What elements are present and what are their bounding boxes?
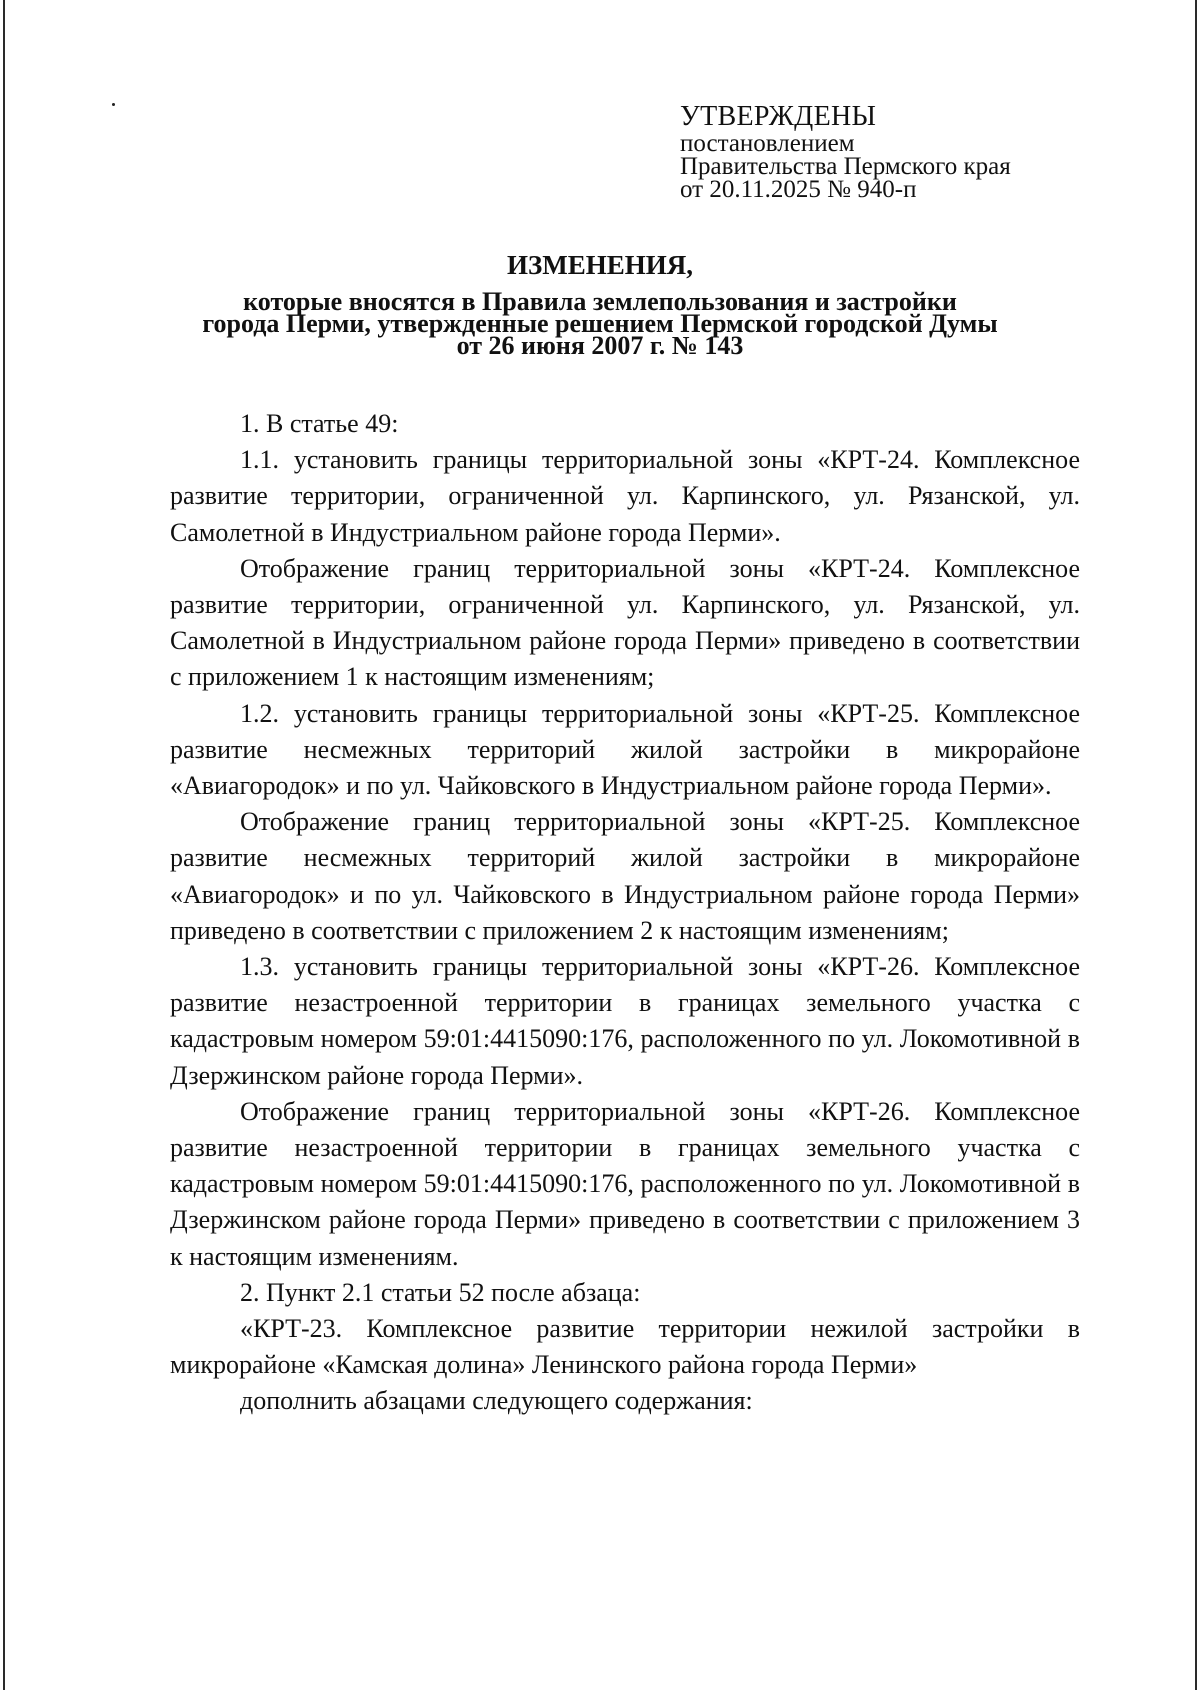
approval-line: от 20.11.2025 № 940-п (680, 176, 917, 203)
paragraph: Отображение границ территориальной зоны «КРТ-26. Комплексное развитие незастроенной территории в границах земельного участка с кадастровым номером 59:01:4415090:176, расположенного по ул. Локомотивной в Дзержинском районе города Перми» приведено в соответствии с приложением 3 к настоящим изменениям. (170, 1096, 1080, 1271)
document-title: ИЗМЕНЕНИЯ, (506, 250, 693, 280)
subtitle-line: которые вносятся в Правила землепользования и застройки (243, 287, 957, 316)
paragraph: Отображение границ территориальной зоны «КРТ-24. Комплексное развитие территории, ограниченной ул. Карпинского, ул. Рязанской, ул. Самолетной в Индустриальном районе города Перми» приведено в соответствии с приложением 1 к настоящим изменениям; (170, 553, 1080, 692)
paragraph: «КРТ-23. Комплексное развитие территории нежилой застройки в микрорайоне «Камская долина» Ленинского района города Перми» (170, 1314, 1080, 1380)
paragraph: 2. Пункт 2.1 статьи 52 после абзаца: (240, 1277, 641, 1307)
approval-line: Правительства Пермского края (680, 153, 1011, 180)
paragraph: 1.3. установить границы территориальной зоны «КРТ-26. Комплексное развитие незастроенной территории в границах земельного участка с кадастровым номером 59:01:4415090:176, расположенного по ул. Локомотивной в Дзержинском районе города Перми». (170, 952, 1080, 1090)
subtitle-line: от 26 июня 2007 г. № 143 (456, 331, 744, 360)
document-body (170, 406, 1080, 1420)
scan-speck (112, 103, 115, 106)
paragraph: Отображение границ территориальной зоны «КРТ-25. Комплексное развитие несмежных территорий жилой застройки в микрорайоне «Авиагородок» и по ул. Чайковского в Индустриальном районе города Перми» приведено в соответствии с приложением 2 к настоящим изменениям; (170, 807, 1080, 945)
paragraph: 1. В статье 49: (240, 409, 399, 438)
approval-heading: УТВЕРЖДЕНЫ (680, 101, 877, 132)
paragraph: 1.1. установить границы территориальной зоны «КРТ-24. Комплексное развитие территории, ограниченной ул. Карпинского, ул. Рязанской, ул. Самолетной в Индустриальном районе города Перми». (170, 445, 1080, 547)
subtitle-line: города Перми, утвержденные решением Пермской городской Думы (202, 309, 998, 338)
approval-line: постановлением (680, 130, 855, 157)
paragraph: 1.2. установить границы территориальной зоны «КРТ-25. Комплексное развитие несмежных территорий жилой застройки в микрорайоне «Авиагородок» и по ул. Чайковского в Индустриальном районе города Перми». (170, 698, 1080, 801)
paragraph: дополнить абзацами следующего содержания: (240, 1386, 753, 1416)
document-subtitle (100, 287, 1100, 360)
approval-stamp (680, 102, 1100, 201)
